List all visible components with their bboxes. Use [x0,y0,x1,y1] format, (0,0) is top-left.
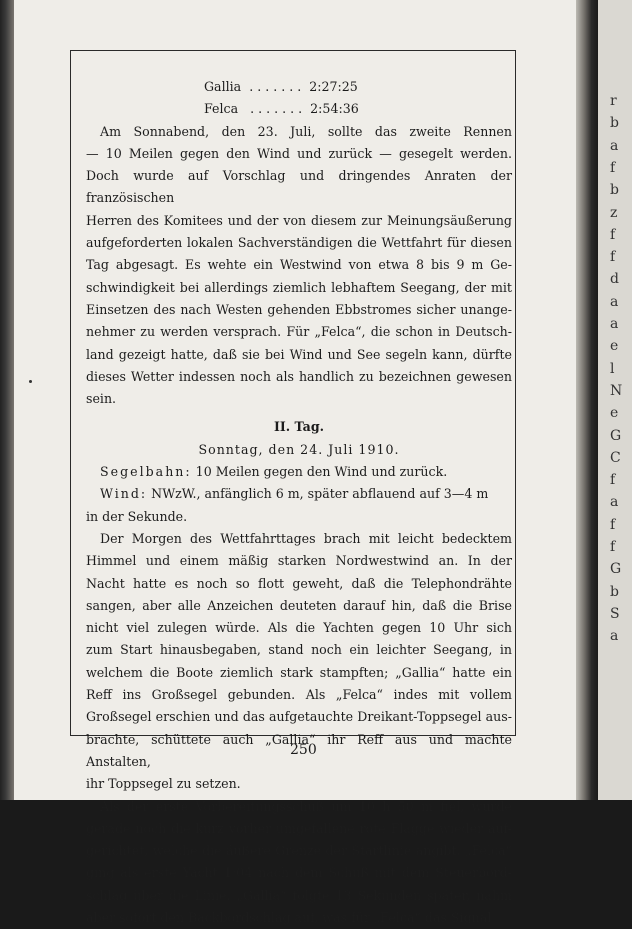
page-number: 250 [290,742,317,758]
text-line: land gezeigt hatte, daß sie bei Wind und See segeln kann, dürfte [86,344,512,366]
facing-page-char: f [610,250,615,264]
facing-page-char: b [610,116,619,130]
text-line: schwindigkeit bei allerdings ziemlich lebhaftem Seegang, der mit [86,277,512,299]
text-line: Doch wurde auf Vorschlag und dringendes Anraten der französischen [86,165,512,210]
text-line: Als der erste Vorbereitungsschuß um 10 h 50 m fiel, wurde [86,796,512,818]
wind-label: Wind: [100,486,147,501]
facing-page-char: f [610,540,615,554]
course-line: Segelbahn: 10 Meilen gegen den Wind und zurück. [86,461,512,483]
text-line: zum Start hinausbegaben, stand noch ein leichter Seegang, in [86,639,512,661]
stray-ink-mark [29,380,32,383]
facing-page-char: S [610,607,620,621]
text-line: gerichtet, welche die äußere Grenze der Startlinie angibt. „Felca“ [86,840,512,862]
paragraph-race-cancelled [86,121,512,411]
text-line: brachte, schüttete auch „Gallia“ ihr Reff aus und machte Anstalten, [86,729,512,774]
facing-page-char: a [610,629,618,643]
text-line: Großsegel erschien und das aufgetauchte Dreikant-Toppsegel aus- [86,706,512,728]
facing-page-char: N [610,384,622,398]
section-date: Sonntag, den 24. Juli 1910. [86,439,512,461]
facing-page-char: r [610,94,617,108]
facing-page-char: G [610,429,621,443]
text-line: — 10 Meilen gegen den Wind und zurück — gesegelt werden. [86,143,512,165]
text-line: Tag abgesagt. Es wehte ein Westwind von etwa 8 bis 9 m Ge- [86,254,512,276]
facing-page-char: b [610,585,619,599]
text-line: Einsetzen des nach Westen gehenden Ebbstromes sicher unange- [86,299,512,321]
facing-page-char: e [610,406,618,420]
text-line: ihr Toppsegel zu setzen. [86,773,512,795]
text-line: nehmer zu werden versprach. Für „Felca“, die schon in Deutsch- [86,321,512,343]
facing-page-char: f [610,473,615,487]
page-body [86,76,512,929]
facing-page-char: b [610,183,619,197]
text-line: Himmel und einem mäßig starken Nordwestwind an. In der [86,550,512,572]
facing-page-char: e [610,339,618,353]
paragraph-start [86,796,512,929]
facing-page-char: G [610,562,621,576]
facing-page-char: d [610,272,619,286]
wind-line: Wind: NWzW., anfänglich 6 m, später abflauend auf 3—4 m [86,483,512,505]
facing-page-char: a [610,295,618,309]
section-heading: II. Tag. [86,416,512,438]
facing-page-char: a [610,495,618,509]
facing-page-char: z [610,206,617,220]
wind-line-continued: in der Sekunde. [86,506,512,528]
text-line: ging als erste Yacht 1:04 nach dem Schuß mit dem Steuerbord- [86,862,512,884]
book-gutter [576,0,598,800]
text-line: welchem die Boote ziemlich stark stampften; „Gallia“ hatte ein [86,662,512,684]
text-line: aufgeforderten lokalen Sachverständigen die Wettfahrt für diesen [86,232,512,254]
text-line: aber sofort den Backbordschlag auf, was für „Felca“ das Signal [86,907,512,929]
text-line: dieses Wetter indessen noch als handlich zu bezeichnen gewesen sein. [86,366,512,411]
text-line: sangen, aber alle Anzeichen deuteten darauf hin, daß die Brise [86,595,512,617]
result-row-gallia: Gallia . . . . . . . 2:27:25 [86,76,512,98]
text-line: Nacht hatte es noch so flott geweht, daß die Telephondrähte [86,573,512,595]
course-label: Segelbahn: [100,464,192,479]
facing-page-char: f [610,518,615,532]
text-line: schlag über die Linie, „Gallia“ folgte 13 Sekunden später, nahm [86,885,512,907]
facing-page-char: l [610,362,614,376]
facing-page-char: C [610,451,621,465]
facing-page-char: a [610,317,618,331]
text-line: Am Sonnabend, den 23. Juli, sollte das zweite Rennen [86,121,512,143]
text-line: Reff ins Großsegel gebunden. Als „Felca“ indes mit vollem [86,684,512,706]
text-line: Herren des Komitees und der von diesem zur Meinungsäußerung [86,210,512,232]
text-line: Der Morgen des Wettfahrttages brach mit leicht bedecktem [86,528,512,550]
book-left-edge [0,0,14,800]
facing-page-char: f [610,161,615,175]
facing-page-char: f [610,228,615,242]
text-line: gerade noch die kurz vorher umgefallene rote Flagge wieder auf- [86,818,512,840]
facing-page-edge [598,0,632,800]
text-line: nicht viel zulegen würde. Als die Yachten gegen 10 Uhr sich [86,617,512,639]
result-row-felca: Felca . . . . . . . 2:54:36 [86,98,512,120]
results-list [86,76,512,121]
facing-page-char: a [610,139,618,153]
